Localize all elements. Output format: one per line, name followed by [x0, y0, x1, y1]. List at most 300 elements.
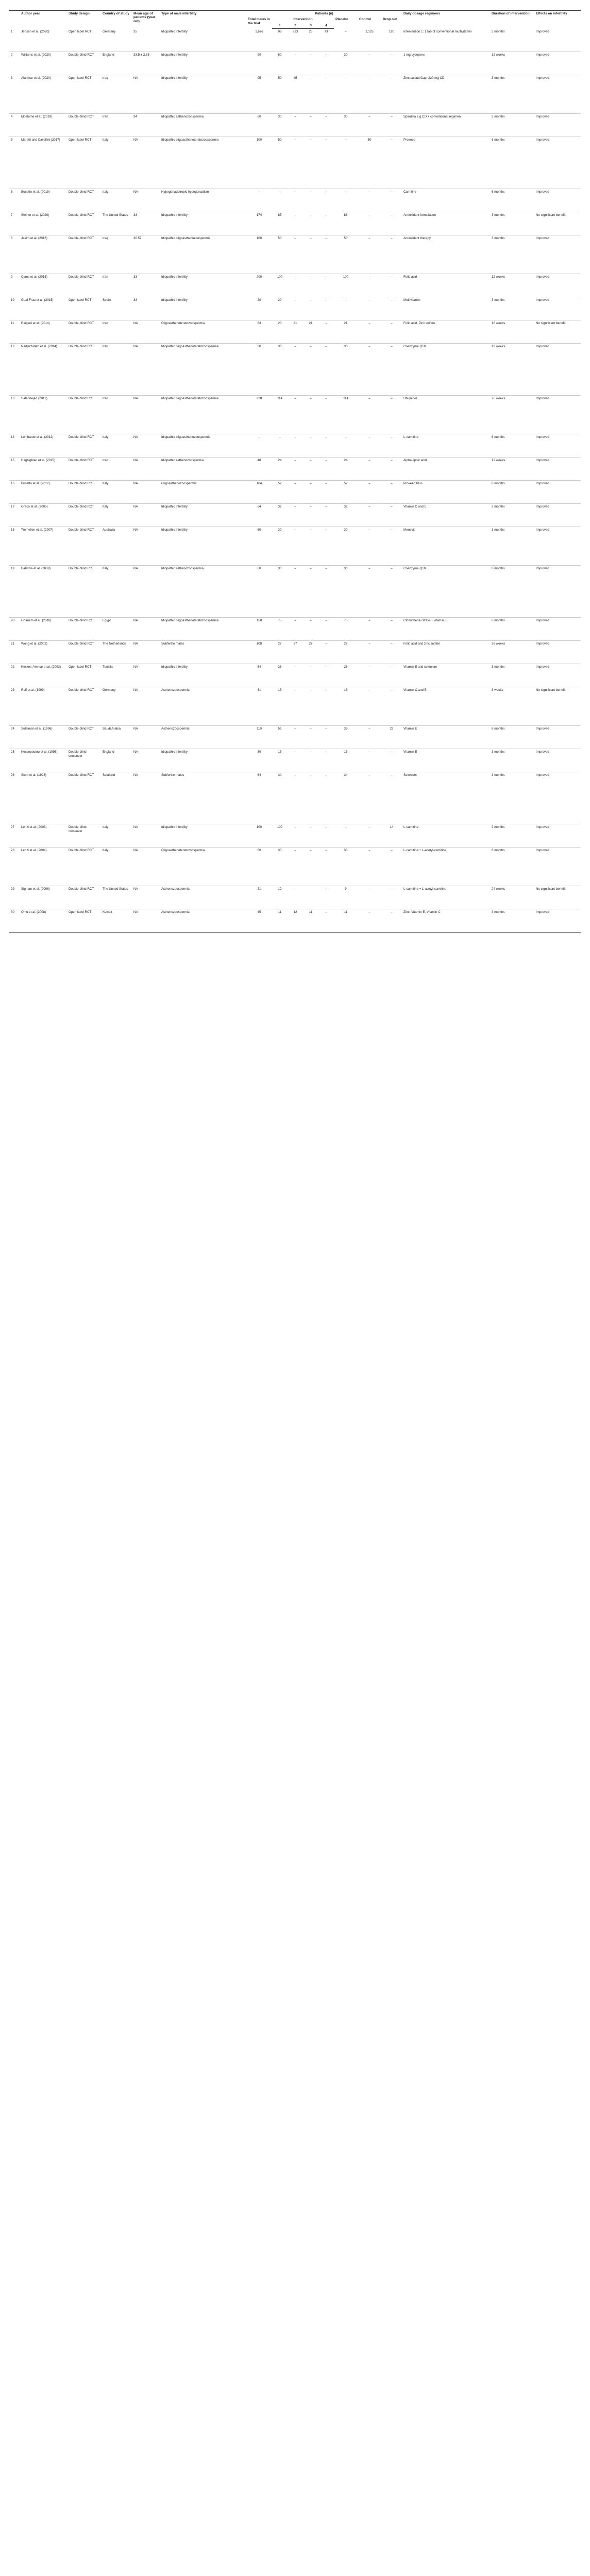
mean-age: NA [132, 772, 160, 824]
country: Iran [101, 320, 132, 344]
country: England [101, 52, 132, 75]
control-count: – [358, 212, 381, 235]
placebo-count: 100 [334, 274, 358, 297]
placebo-count: 30 [334, 848, 358, 886]
author-year: Kessopoulou et al. (1995) [20, 749, 67, 772]
country: Germany [101, 687, 132, 726]
control-count: 50 [358, 137, 381, 189]
control-count: – [358, 848, 381, 886]
dropout-count: – [381, 504, 402, 527]
dosage-regimen: Folic acid [402, 274, 490, 297]
dosage-regimen: Vitamin C and E [402, 687, 490, 726]
control-count: – [358, 618, 381, 641]
country: Iran [101, 274, 132, 297]
study-design: Double-blind crossover [67, 824, 101, 848]
control-count: – [358, 52, 381, 75]
row-number: 19 [9, 566, 20, 618]
author-year: Safarinejad (2012) [20, 396, 67, 434]
intervention-2-count: – [288, 344, 303, 396]
total-males: 54 [246, 664, 272, 687]
table-row [9, 344, 581, 396]
intervention-4-count: – [318, 504, 334, 527]
intervention-duration: 16 weeks [490, 320, 534, 344]
header-effects: Effects on infertility [534, 11, 581, 29]
row-number: 15 [9, 457, 20, 481]
intervention-duration: 6 months [490, 566, 534, 618]
control-count: – [358, 641, 381, 664]
intervention-duration: 3 months [490, 297, 534, 320]
intervention-4-count: – [318, 297, 334, 320]
mean-age: NA [132, 527, 160, 566]
study-design: Double-blind RCT [67, 235, 101, 274]
dropout-count: – [381, 664, 402, 687]
row-number: 18 [9, 527, 20, 566]
dropout-count: – [381, 344, 402, 396]
study-design: Double-blind RCT [67, 687, 101, 726]
infertility-type: Oligoasthenoteratozoospermia [160, 848, 246, 886]
study-design: Double-blind RCT [67, 52, 101, 75]
table-row [9, 504, 581, 527]
dosage-regimen: Zinc sulfate/Cap. 220 mg CD [402, 75, 490, 114]
intervention-3-count: – [303, 396, 318, 434]
intervention-1-count: 30 [272, 848, 288, 886]
mean-age: 33.5 ± 2.85 [132, 52, 160, 75]
infertility-type: Idiopathic infertility [160, 749, 246, 772]
author-year: Busetto et al. (2018) [20, 189, 67, 212]
control-count: – [358, 114, 381, 137]
country: The Netherlands [101, 641, 132, 664]
infertility-type: Hypogonadotropic hypogonadism [160, 189, 246, 212]
mean-age: NA [132, 618, 160, 641]
country: England [101, 749, 132, 772]
mean-age: NA [132, 687, 160, 726]
control-count: – [358, 687, 381, 726]
table-row [9, 189, 581, 212]
infertility-type: Asthenozoospermia [160, 687, 246, 726]
placebo-count: 30 [334, 527, 358, 566]
country: Iran [101, 114, 132, 137]
intervention-3-count: – [303, 137, 318, 189]
intervention-duration: 12 weeks [490, 274, 534, 297]
total-males: 83 [246, 320, 272, 344]
row-number: 21 [9, 641, 20, 664]
table-row [9, 566, 581, 618]
intervention-2-count: – [288, 566, 303, 618]
row-number: 10 [9, 297, 20, 320]
total-males: 45 [246, 909, 272, 933]
intervention-3-count: 23 [303, 29, 318, 52]
dropout-count: 180 [381, 29, 402, 52]
study-design: Double-blind RCT [67, 772, 101, 824]
intervention-duration: 6 months [490, 137, 534, 189]
total-males: 150 [246, 618, 272, 641]
row-number: 30 [9, 909, 20, 933]
row-number: 12 [9, 344, 20, 396]
intervention-4-count: – [318, 434, 334, 457]
dosage-regimen: L-carnitine [402, 434, 490, 457]
dropout-count: 14 [381, 824, 402, 848]
dropout-count: – [381, 687, 402, 726]
table-row [9, 687, 581, 726]
effect-on-infertility: Improved [534, 641, 581, 664]
intervention-duration: 3 months [490, 212, 534, 235]
studies-table [9, 10, 581, 933]
intervention-3-count: – [303, 434, 318, 457]
country: The United States [101, 212, 132, 235]
total-males: 60 [246, 566, 272, 618]
country: Egypt [101, 618, 132, 641]
effect-on-infertility: No significant benefit [534, 212, 581, 235]
intervention-3-count: – [303, 297, 318, 320]
country: Italy [101, 566, 132, 618]
mean-age: NA [132, 749, 160, 772]
study-design: Open label RCT [67, 137, 101, 189]
study-design: Double-blind RCT [67, 527, 101, 566]
intervention-4-count: – [318, 212, 334, 235]
study-design: Double-blind crossover [67, 749, 101, 772]
dosage-regimen: Intervention 1: 1 tab of conventional multivitamin [402, 29, 490, 52]
row-number: 27 [9, 824, 20, 848]
table-body [9, 29, 581, 933]
dosage-regimen: Selenium [402, 772, 490, 824]
placebo-count: 75 [334, 618, 358, 641]
author-year: Sigman et al. (2006) [20, 886, 67, 909]
total-males: 21 [246, 886, 272, 909]
placebo-count: 11 [334, 909, 358, 933]
dosage-regimen: Menevit [402, 527, 490, 566]
intervention-3-count: – [303, 235, 318, 274]
intervention-4-count: – [318, 274, 334, 297]
author-year: Nadjarzadeh et al. (2014) [20, 344, 67, 396]
table-row [9, 481, 581, 504]
country: Italy [101, 824, 132, 848]
effect-on-infertility: Improved [534, 504, 581, 527]
author-year: Williams et al. (2020) [20, 52, 67, 75]
country: Italy [101, 434, 132, 457]
effect-on-infertility: Improved [534, 396, 581, 434]
header-country: Country of study [101, 11, 132, 29]
intervention-4-count: – [318, 396, 334, 434]
table-row [9, 726, 581, 749]
placebo-count: 32 [334, 504, 358, 527]
intervention-duration: 24 weeks [490, 886, 534, 909]
study-design: Double-blind RCT [67, 434, 101, 457]
intervention-3-count: – [303, 664, 318, 687]
infertility-type: Subfertile males [160, 641, 246, 664]
control-count: – [358, 297, 381, 320]
intervention-4-count: – [318, 824, 334, 848]
intervention-2-count: – [288, 52, 303, 75]
dropout-count: – [381, 772, 402, 824]
study-design: Double-blind RCT [67, 504, 101, 527]
total-males: 30 [246, 749, 272, 772]
total-males: 100 [246, 235, 272, 274]
control-count: – [358, 909, 381, 933]
infertility-type: Idiopathic infertility [160, 504, 246, 527]
country: Iran [101, 396, 132, 434]
dosage-regimen: Coenzyme Q10 [402, 344, 490, 396]
study-design: Open label RCT [67, 29, 101, 52]
table-row [9, 137, 581, 189]
dropout-count: – [381, 909, 402, 933]
infertility-type: Idiopathic infertility [160, 297, 246, 320]
intervention-2-count: – [288, 189, 303, 212]
intervention-3-count: – [303, 824, 318, 848]
intervention-4-count: – [318, 527, 334, 566]
intervention-4-count: – [318, 320, 334, 344]
intervention-4-count: – [318, 566, 334, 618]
table-row [9, 29, 581, 52]
total-males: – [246, 189, 272, 212]
infertility-type: Idiopathic oligoasthenoteratozoospermia [160, 618, 246, 641]
dosage-regimen: Ubiquinol [402, 396, 490, 434]
infertility-type: Asthenozoospermia [160, 886, 246, 909]
intervention-4-count: – [318, 726, 334, 749]
effect-on-infertility: Improved [534, 235, 581, 274]
intervention-3-count: – [303, 566, 318, 618]
total-males: 1,676 [246, 29, 272, 52]
header-intervention-4: 4 [318, 23, 334, 29]
infertility-type: Idiopathic oligoasthenoteratozoospermia [160, 396, 246, 434]
country: Saudi Arabia [101, 726, 132, 749]
intervention-1-count: 20 [272, 297, 288, 320]
mean-age: NA [132, 909, 160, 933]
total-males: 100 [246, 824, 272, 848]
mean-age: 33 [132, 297, 160, 320]
table-row [9, 114, 581, 137]
intervention-4-count: – [318, 235, 334, 274]
effect-on-infertility: Improved [534, 434, 581, 457]
infertility-type: Idiopathic oligoasthenozoospermia [160, 434, 246, 457]
table-row [9, 75, 581, 114]
intervention-1-count: 30 [272, 772, 288, 824]
effect-on-infertility: Improved [534, 664, 581, 687]
intervention-2-count: – [288, 664, 303, 687]
author-year: Mostame et al. (2019) [20, 114, 67, 137]
table-row [9, 772, 581, 824]
effect-on-infertility: Improved [534, 274, 581, 297]
total-males: 174 [246, 212, 272, 235]
intervention-3-count: – [303, 114, 318, 137]
total-males: 20 [246, 297, 272, 320]
dosage-regimen: Antioxidant formulation [402, 212, 490, 235]
country: Italy [101, 504, 132, 527]
effect-on-infertility: Improved [534, 749, 581, 772]
study-design: Open label RCT [67, 75, 101, 114]
infertility-type: Idiopathic oligoasthenoteratozoospermia [160, 344, 246, 396]
intervention-4-count: – [318, 641, 334, 664]
table-row [9, 434, 581, 457]
intervention-4-count: – [318, 344, 334, 396]
header-intervention-1: 1 [272, 23, 288, 29]
dropout-count: – [381, 457, 402, 481]
row-number: 6 [9, 189, 20, 212]
effect-on-infertility: Improved [534, 566, 581, 618]
author-year: Lenzi et al. (2004) [20, 848, 67, 886]
dosage-regimen: Folic acid, Zinc sulfate [402, 320, 490, 344]
effect-on-infertility: Improved [534, 527, 581, 566]
dosage-regimen: Vitamin E [402, 749, 490, 772]
effect-on-infertility: Improved [534, 297, 581, 320]
dropout-count: 23 [381, 726, 402, 749]
intervention-1-count: 114 [272, 396, 288, 434]
table-row [9, 618, 581, 641]
placebo-count: 24 [334, 457, 358, 481]
control-count: – [358, 189, 381, 212]
dosage-regimen: Carnitine [402, 189, 490, 212]
dosage-regimen: Multivitamin [402, 297, 490, 320]
intervention-3-count: – [303, 504, 318, 527]
mean-age: NA [132, 824, 160, 848]
header-total: Total males in the trial [248, 18, 270, 25]
dosage-regimen: Folic acid and zinc sulfate [402, 641, 490, 664]
intervention-2-count: 213 [288, 29, 303, 52]
intervention-duration: 6 months [490, 434, 534, 457]
header-type: Type of male infertility [160, 11, 246, 29]
infertility-type: Idiopathic asthenozoospermia [160, 566, 246, 618]
country: Tunisia [101, 664, 132, 687]
study-design: Double-blind RCT [67, 320, 101, 344]
study-design: Double-blind RCT [67, 848, 101, 886]
infertility-type: Idiopathic infertility [160, 29, 246, 52]
intervention-4-count: – [318, 75, 334, 114]
mean-age: NA [132, 566, 160, 618]
placebo-count: 30 [334, 114, 358, 137]
table-row [9, 641, 581, 664]
row-number: 23 [9, 687, 20, 726]
intervention-2-count: 12 [288, 909, 303, 933]
dropout-count: – [381, 212, 402, 235]
row-number: 29 [9, 886, 20, 909]
table-row [9, 320, 581, 344]
intervention-duration: 3 months [490, 772, 534, 824]
placebo-count: – [334, 189, 358, 212]
control-count: – [358, 504, 381, 527]
dosage-regimen: Antioxidant therapy [402, 235, 490, 274]
intervention-3-count: – [303, 457, 318, 481]
row-number: 9 [9, 274, 20, 297]
control-count: – [358, 527, 381, 566]
country: Germany [101, 29, 132, 52]
table-row [9, 235, 581, 274]
intervention-duration: 26 weeks [490, 641, 534, 664]
intervention-3-count: – [303, 52, 318, 75]
infertility-type: Idiopathic infertility [160, 664, 246, 687]
mean-age: NA [132, 504, 160, 527]
control-count: – [358, 772, 381, 824]
intervention-1-count: 32 [272, 504, 288, 527]
mean-age: NA [132, 344, 160, 396]
total-males: 60 [246, 344, 272, 396]
intervention-3-count: – [303, 772, 318, 824]
intervention-1-count: 50 [272, 137, 288, 189]
country: Italy [101, 481, 132, 504]
mean-age: NA [132, 396, 160, 434]
total-males: 90 [246, 52, 272, 75]
header-author: Author year [20, 11, 67, 29]
infertility-type: Idiopathic infertility [160, 527, 246, 566]
effect-on-infertility: Improved [534, 344, 581, 396]
intervention-2-count: – [288, 848, 303, 886]
intervention-3-count: 21 [303, 320, 318, 344]
effect-on-infertility: Improved [534, 772, 581, 824]
row-number: 3 [9, 75, 20, 114]
mean-age: NA [132, 75, 160, 114]
intervention-1-count: 15 [272, 749, 288, 772]
placebo-count: – [334, 434, 358, 457]
intervention-1-count: 12 [272, 886, 288, 909]
intervention-4-count: – [318, 664, 334, 687]
mean-age: NA [132, 641, 160, 664]
header-intervention: Intervention [293, 18, 313, 22]
effect-on-infertility: No significant benefit [534, 320, 581, 344]
intervention-4-count: – [318, 886, 334, 909]
placebo-count: 52 [334, 481, 358, 504]
mean-age: NA [132, 848, 160, 886]
intervention-1-count: 11 [272, 909, 288, 933]
intervention-3-count: – [303, 726, 318, 749]
dropout-count: – [381, 320, 402, 344]
mean-age: NA [132, 189, 160, 212]
mean-age: 34 [132, 114, 160, 137]
intervention-4-count: – [318, 772, 334, 824]
control-count: – [358, 396, 381, 434]
intervention-1-count: 50 [272, 235, 288, 274]
intervention-duration: 6 months [490, 618, 534, 641]
table-row [9, 396, 581, 434]
placebo-count: 26 [334, 664, 358, 687]
placebo-count: 15 [334, 749, 358, 772]
author-year: Lombardo et al. (2012) [20, 434, 67, 457]
placebo-count: 16 [334, 687, 358, 726]
effect-on-infertility: Improved [534, 726, 581, 749]
control-count: – [358, 434, 381, 457]
study-design: Double-blind RCT [67, 114, 101, 137]
mean-age: NA [132, 886, 160, 909]
country: Italy [101, 189, 132, 212]
dropout-count: – [381, 114, 402, 137]
placebo-count: 30 [334, 52, 358, 75]
header-dosage: Daily dosage regimens [402, 11, 490, 29]
author-year: Ghanem et al. (2010) [20, 618, 67, 641]
intervention-4-count: – [318, 481, 334, 504]
intervention-3-count: – [303, 527, 318, 566]
intervention-1-count: 24 [272, 457, 288, 481]
author-year: Omu et al. (2008) [20, 909, 67, 933]
placebo-count: 114 [334, 396, 358, 434]
total-males: – [246, 434, 272, 457]
dropout-count: – [381, 434, 402, 457]
country: Iraq [101, 75, 132, 114]
intervention-1-count: 30 [272, 344, 288, 396]
country: Italy [101, 848, 132, 886]
effect-on-infertility: Improved [534, 137, 581, 189]
dosage-regimen: Vitamin E [402, 726, 490, 749]
effect-on-infertility: Improved [534, 909, 581, 933]
dosage-regimen: Coenzyme Q10 [402, 566, 490, 618]
intervention-1-count: 50 [272, 75, 288, 114]
dropout-count: – [381, 641, 402, 664]
country: The United States [101, 886, 132, 909]
row-number: 20 [9, 618, 20, 641]
control-count: – [358, 320, 381, 344]
intervention-1-count: 60 [272, 52, 288, 75]
intervention-3-count: – [303, 274, 318, 297]
intervention-4-count: – [318, 618, 334, 641]
author-year: Steiner et al. (2020) [20, 212, 67, 235]
intervention-4-count: – [318, 457, 334, 481]
placebo-count: 30 [334, 344, 358, 396]
